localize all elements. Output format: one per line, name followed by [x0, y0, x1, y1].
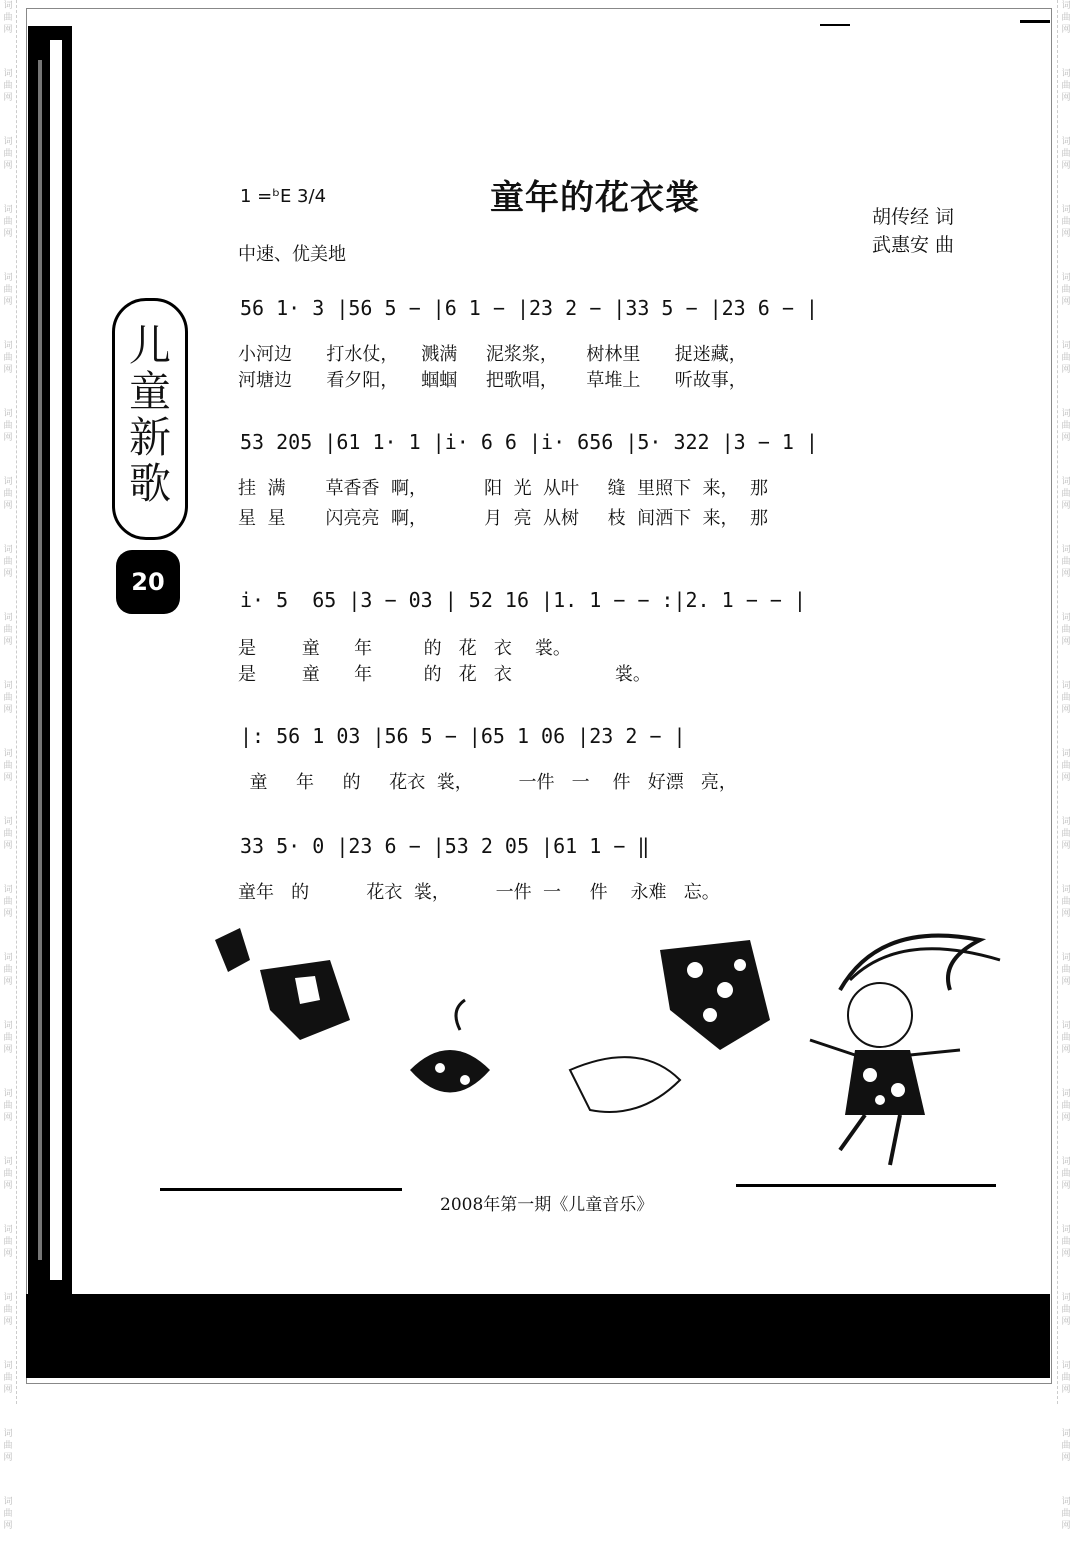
footer-rule — [736, 1184, 996, 1187]
watermark-glyph: 曲 — [1061, 1169, 1071, 1179]
song-title: 童年的花衣裳 — [490, 178, 700, 218]
watermark-glyph: 网 — [1061, 161, 1071, 171]
watermark-glyph: 曲 — [1061, 1237, 1071, 1247]
watermark-glyph: 网 — [1061, 1249, 1071, 1259]
lyrics-verse-2: 星 星 闪亮亮 啊， 月 亮 从树 枝 间洒下 来， 那 — [238, 508, 768, 529]
publication-footer: 2008年第一期《儿童音乐》 — [440, 1195, 654, 1215]
clothes-illustration — [120, 900, 1040, 1170]
watermark-gap — [1060, 784, 1072, 808]
watermark-glyph: 网 — [1061, 1453, 1071, 1463]
watermark-glyph: 网 — [3, 161, 13, 171]
watermark-glyph: 网 — [1061, 25, 1071, 35]
top-mark — [1020, 20, 1050, 23]
watermark-glyph: 网 — [1061, 1113, 1071, 1123]
notation-line: 56 1· 3 |56 5 − |6 1 − |23 2 − |33 5 − |23 6 − | — [240, 296, 818, 320]
watermark-glyph: 词 — [3, 817, 13, 827]
watermark-gap — [2, 1464, 14, 1488]
watermark-glyph: 词 — [1061, 137, 1071, 147]
watermark-glyph: 网 — [1061, 1317, 1071, 1327]
watermark-glyph: 词 — [3, 1293, 13, 1303]
watermark-gap — [1060, 1396, 1072, 1420]
watermark-glyph: 词 — [1061, 885, 1071, 895]
watermark-glyph: 曲 — [1061, 829, 1071, 839]
watermark-glyph: 词 — [1061, 205, 1071, 215]
watermark-gap — [2, 1328, 14, 1352]
key-signature: 1 =ᵇE 3/4 — [240, 186, 327, 207]
polka-dress-drawing — [570, 940, 770, 1112]
watermark-glyph: 词 — [1061, 817, 1071, 827]
section-label — [115, 323, 185, 507]
spine-highlight — [50, 40, 62, 1280]
watermark-glyph: 曲 — [3, 1373, 13, 1383]
watermark-gap — [1060, 920, 1072, 944]
watermark-glyph: 词 — [1061, 341, 1071, 351]
watermark-glyph: 曲 — [1061, 489, 1071, 499]
watermark-gap — [1060, 988, 1072, 1012]
watermark-gap — [1060, 1124, 1072, 1148]
watermark-glyph: 网 — [3, 365, 13, 375]
watermark-glyph: 词 — [1061, 273, 1071, 283]
watermark-gap — [2, 920, 14, 944]
watermark-glyph: 曲 — [1061, 1033, 1071, 1043]
watermark-glyph: 曲 — [3, 557, 13, 567]
watermark-glyph: 词 — [1061, 681, 1071, 691]
watermark-glyph: 词 — [3, 137, 13, 147]
watermark-glyph: 网 — [3, 1181, 13, 1191]
watermark-glyph: 词 — [1061, 1225, 1071, 1235]
watermark-gap — [1060, 852, 1072, 876]
watermark-glyph: 曲 — [3, 285, 13, 295]
left-edge-watermark — [2, 0, 14, 1531]
watermark-glyph: 曲 — [3, 149, 13, 159]
watermark-glyph: 词 — [3, 1429, 13, 1439]
watermark-gap — [1060, 1532, 1072, 1556]
watermark-gap — [1060, 36, 1072, 60]
watermark-glyph: 曲 — [1061, 81, 1071, 91]
watermark-gap — [2, 580, 14, 604]
watermark-glyph: 曲 — [3, 1441, 13, 1451]
watermark-glyph: 词 — [3, 1, 13, 11]
watermark-glyph: 网 — [1061, 1045, 1071, 1055]
watermark-glyph: 词 — [1061, 1, 1071, 11]
watermark-glyph: 词 — [3, 1021, 13, 1031]
watermark-gap — [1060, 172, 1072, 196]
section-label-char: 歌 — [128, 459, 171, 508]
watermark-gap — [2, 36, 14, 60]
watermark-glyph: 词 — [3, 1089, 13, 1099]
watermark-gap — [1060, 648, 1072, 672]
watermark-glyph: 网 — [3, 25, 13, 35]
watermark-gap — [2, 1532, 14, 1556]
watermark-glyph: 词 — [3, 477, 13, 487]
watermark-glyph: 词 — [3, 409, 13, 419]
watermark-gap — [2, 308, 14, 332]
watermark-gap — [2, 172, 14, 196]
watermark-glyph: 网 — [1061, 1385, 1071, 1395]
watermark-glyph: 曲 — [1061, 1101, 1071, 1111]
watermark-glyph: 曲 — [1061, 557, 1071, 567]
watermark-glyph: 词 — [3, 1497, 13, 1507]
watermark-glyph: 网 — [3, 1453, 13, 1463]
watermark-gap — [2, 104, 14, 128]
footer-rule — [160, 1188, 402, 1191]
lyricist-credit: 胡传经 词 — [872, 206, 955, 228]
watermark-glyph: 词 — [1061, 409, 1071, 419]
watermark-glyph: 曲 — [3, 1237, 13, 1247]
watermark-glyph: 网 — [3, 501, 13, 511]
watermark-glyph: 网 — [1061, 297, 1071, 307]
watermark-glyph: 曲 — [3, 761, 13, 771]
watermark-glyph: 曲 — [1061, 965, 1071, 975]
watermark-glyph: 网 — [3, 297, 13, 307]
lyrics-chorus: 童年 的 花衣 裳， 一件 一 件 永难 忘。 — [238, 882, 720, 903]
watermark-gap — [2, 240, 14, 264]
watermark-glyph: 网 — [1061, 977, 1071, 987]
watermark-glyph: 词 — [1061, 1157, 1071, 1167]
watermark-glyph: 词 — [3, 69, 13, 79]
watermark-glyph: 曲 — [3, 489, 13, 499]
watermark-gap — [1060, 240, 1072, 264]
watermark-glyph: 网 — [3, 1113, 13, 1123]
watermark-gap — [2, 648, 14, 672]
watermark-glyph: 曲 — [1061, 1509, 1071, 1519]
watermark-glyph: 曲 — [3, 897, 13, 907]
section-label-char: 新 — [128, 413, 171, 462]
watermark-glyph: 词 — [1061, 1361, 1071, 1371]
watermark-glyph: 曲 — [1061, 353, 1071, 363]
watermark-gap — [2, 716, 14, 740]
watermark-glyph: 网 — [1061, 433, 1071, 443]
watermark-gap — [2, 512, 14, 536]
watermark-glyph: 网 — [3, 1385, 13, 1395]
watermark-gap — [2, 376, 14, 400]
watermark-glyph: 曲 — [3, 829, 13, 839]
watermark-glyph: 词 — [1061, 953, 1071, 963]
watermark-gap — [1060, 1260, 1072, 1284]
watermark-glyph: 词 — [1061, 749, 1071, 759]
section-label-char: 童 — [128, 367, 171, 416]
watermark-glyph: 曲 — [3, 217, 13, 227]
watermark-glyph: 网 — [1061, 705, 1071, 715]
watermark-gap — [2, 988, 14, 1012]
watermark-glyph: 曲 — [3, 1169, 13, 1179]
watermark-glyph: 词 — [1061, 1497, 1071, 1507]
watermark-glyph: 曲 — [3, 353, 13, 363]
watermark-glyph: 网 — [1061, 365, 1071, 375]
notation-line: 53 205 |61 1· 1 |i· 6 6 |i· 656 |5· 322 |3 − 1 | — [240, 430, 818, 454]
right-edge-watermark — [1060, 0, 1072, 1531]
watermark-glyph: 词 — [3, 205, 13, 215]
watermark-glyph: 词 — [1061, 545, 1071, 555]
watermark-gap — [2, 852, 14, 876]
watermark-glyph: 网 — [3, 93, 13, 103]
spine-shade — [38, 60, 42, 1260]
watermark-glyph: 词 — [3, 1361, 13, 1371]
watermark-glyph: 曲 — [1061, 693, 1071, 703]
lyrics-verse-1: 挂 满 草香香 啊， 阳 光 从叶 缝 里照下 来， 那 — [238, 478, 768, 499]
watermark-glyph: 曲 — [3, 693, 13, 703]
notation-line: 33 5· 0 |23 6 − |53 2 05 |61 1 − ‖ — [240, 834, 650, 858]
watermark-glyph: 网 — [1061, 569, 1071, 579]
watermark-glyph: 网 — [3, 229, 13, 239]
watermark-glyph: 网 — [3, 1045, 13, 1055]
watermark-glyph: 曲 — [1061, 625, 1071, 635]
section-label-char: 儿 — [128, 321, 171, 370]
right-cut-line — [1057, 0, 1058, 1404]
watermark-glyph: 网 — [1061, 229, 1071, 239]
watermark-gap — [2, 1056, 14, 1080]
watermark-glyph: 网 — [3, 1317, 13, 1327]
watermark-gap — [1060, 1464, 1072, 1488]
section-label-box — [112, 298, 188, 540]
watermark-glyph: 曲 — [3, 421, 13, 431]
watermark-glyph: 词 — [3, 1225, 13, 1235]
watermark-glyph: 网 — [1061, 841, 1071, 851]
notation-line: i· 5 65 |3 − 03 | 52 16 |1. 1 − − :|2. 1 − − | — [240, 588, 806, 612]
watermark-gap — [1060, 1056, 1072, 1080]
lyrics-verse-1: 小河边 打水仗， 溅满 泥浆浆， 树林里 捉迷藏， — [238, 344, 747, 365]
watermark-glyph: 网 — [3, 909, 13, 919]
watermark-glyph: 曲 — [1061, 285, 1071, 295]
watermark-glyph: 网 — [3, 773, 13, 783]
watermark-glyph: 曲 — [1061, 897, 1071, 907]
watermark-gap — [2, 1396, 14, 1420]
watermark-glyph: 网 — [1061, 909, 1071, 919]
bottom-scan-border — [26, 1294, 1050, 1378]
watermark-glyph: 曲 — [3, 965, 13, 975]
watermark-glyph: 曲 — [3, 1305, 13, 1315]
watermark-gap — [1060, 376, 1072, 400]
watermark-glyph: 词 — [1061, 1429, 1071, 1439]
left-cut-line — [16, 0, 17, 1404]
watermark-glyph: 词 — [3, 681, 13, 691]
watermark-gap — [1060, 308, 1072, 332]
watermark-glyph: 词 — [1061, 1021, 1071, 1031]
watermark-glyph: 词 — [3, 953, 13, 963]
watermark-glyph: 网 — [1061, 1521, 1071, 1531]
tempo-marking: 中速、优美地 — [238, 244, 346, 265]
watermark-glyph: 曲 — [1061, 13, 1071, 23]
watermark-glyph: 词 — [1061, 1089, 1071, 1099]
notation-line: |: 56 1 03 |56 5 − |65 1 06 |23 2 − | — [240, 724, 686, 748]
watermark-glyph: 曲 — [1061, 421, 1071, 431]
watermark-glyph: 曲 — [3, 1033, 13, 1043]
page-number-badge: 20 — [116, 550, 180, 614]
watermark-glyph: 曲 — [1061, 1373, 1071, 1383]
watermark-gap — [2, 1124, 14, 1148]
top-mark — [820, 24, 850, 26]
watermark-glyph: 词 — [3, 885, 13, 895]
watermark-gap — [2, 1192, 14, 1216]
watermark-gap — [1060, 716, 1072, 740]
watermark-glyph: 词 — [1061, 613, 1071, 623]
watermark-glyph: 词 — [3, 273, 13, 283]
watermark-gap — [2, 444, 14, 468]
watermark-glyph: 词 — [3, 545, 13, 555]
watermark-glyph: 曲 — [1061, 1441, 1071, 1451]
watermark-gap — [1060, 1328, 1072, 1352]
lyrics-verse-2: 是 童 年 的 花 衣 裳。 — [238, 664, 651, 685]
watermark-gap — [1060, 104, 1072, 128]
watermark-glyph: 词 — [3, 749, 13, 759]
composer-credit: 武惠安 曲 — [872, 234, 955, 256]
watermark-glyph: 网 — [1061, 501, 1071, 511]
watermark-gap — [1060, 444, 1072, 468]
umbrella-drawing — [410, 1000, 490, 1093]
watermark-glyph: 网 — [3, 637, 13, 647]
watermark-glyph: 网 — [1061, 93, 1071, 103]
watermark-glyph: 曲 — [3, 1101, 13, 1111]
watermark-glyph: 曲 — [3, 625, 13, 635]
watermark-glyph: 曲 — [3, 1509, 13, 1519]
lyrics-verse-1: 是 童 年 的 花 衣 裳。 — [238, 638, 571, 659]
watermark-glyph: 曲 — [1061, 149, 1071, 159]
watermark-gap — [1060, 1192, 1072, 1216]
lyrics-verse-2: 河塘边 看夕阳， 蝈蝈 把歌唱， 草堆上 听故事， — [238, 370, 747, 391]
watermark-glyph: 词 — [1061, 1293, 1071, 1303]
watermark-glyph: 词 — [3, 613, 13, 623]
watermark-glyph: 网 — [1061, 637, 1071, 647]
watermark-glyph: 曲 — [1061, 217, 1071, 227]
watermark-glyph: 网 — [1061, 1181, 1071, 1191]
watermark-glyph: 曲 — [3, 81, 13, 91]
watermark-glyph: 网 — [3, 1521, 13, 1531]
watermark-glyph: 网 — [3, 433, 13, 443]
watermark-glyph: 词 — [3, 341, 13, 351]
watermark-glyph: 曲 — [1061, 761, 1071, 771]
girl-drawing — [810, 936, 1000, 1165]
watermark-glyph: 网 — [3, 569, 13, 579]
watermark-glyph: 网 — [1061, 773, 1071, 783]
watermark-glyph: 网 — [3, 841, 13, 851]
watermark-glyph: 曲 — [3, 13, 13, 23]
watermark-gap — [1060, 580, 1072, 604]
watermark-glyph: 网 — [3, 1249, 13, 1259]
flying-jacket-drawing — [215, 928, 350, 1040]
watermark-gap — [2, 784, 14, 808]
watermark-glyph: 网 — [3, 705, 13, 715]
watermark-glyph: 词 — [3, 1157, 13, 1167]
watermark-glyph: 词 — [1061, 69, 1071, 79]
watermark-gap — [1060, 512, 1072, 536]
lyrics-chorus: 童 年 的 花衣 裳， 一件 一 件 好漂 亮， — [238, 772, 737, 793]
watermark-glyph: 网 — [3, 977, 13, 987]
watermark-glyph: 词 — [1061, 477, 1071, 487]
watermark-glyph: 曲 — [1061, 1305, 1071, 1315]
watermark-gap — [2, 1260, 14, 1284]
